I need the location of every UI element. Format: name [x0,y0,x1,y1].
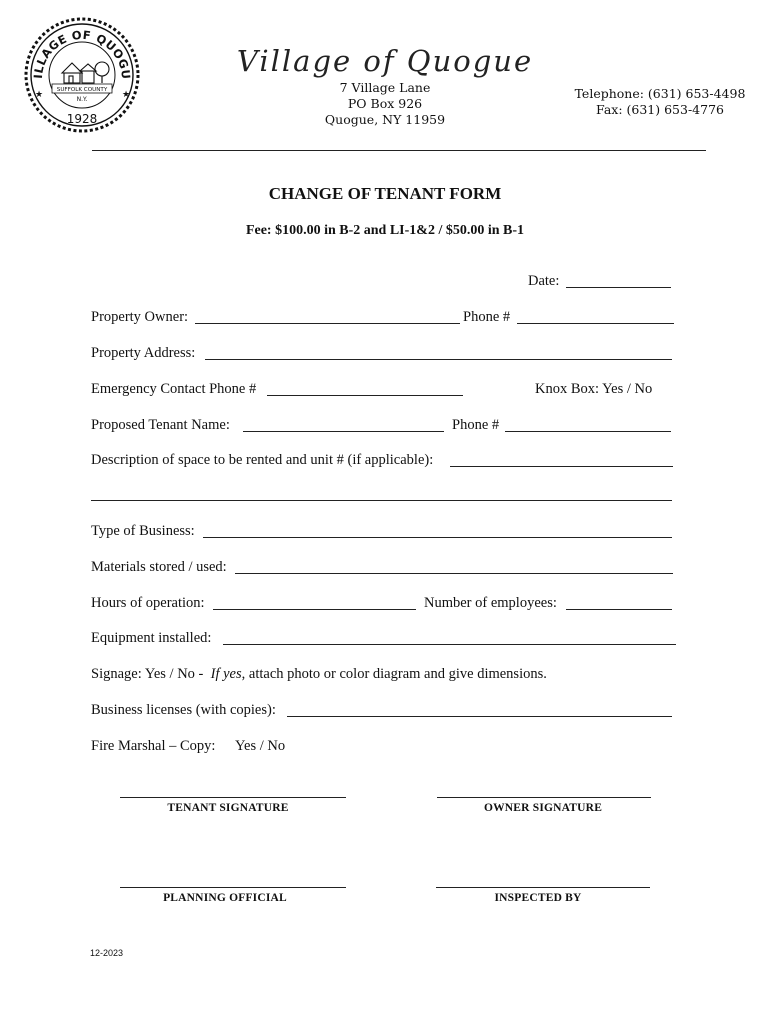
seal-state: N.Y. [76,96,88,103]
property-address-field[interactable] [205,359,672,360]
address-line: Quogue, NY 11959 [324,112,446,127]
star-icon: ★ [122,89,131,99]
proposed-tenant-row [0,416,770,436]
owner-signature-line[interactable] [437,797,651,798]
date-row [0,272,770,292]
seal-year: 1928 [66,112,98,126]
inspected-by-line[interactable] [436,887,650,888]
materials-row [0,558,770,578]
form-title: CHANGE OF TENANT FORM [268,184,502,203]
owner-phone-label: Phone # [463,309,511,325]
business-type-field[interactable] [203,537,672,538]
fax: Fax: (631) 653-4776 [596,102,724,117]
equipment-label: Equipment installed: [91,630,212,646]
hours-row [0,594,770,614]
licenses-field[interactable] [287,716,672,717]
telephone: Telephone: (631) 653-4498 [574,86,746,101]
hours-label: Hours of operation: [91,595,205,611]
tenant-phone-field[interactable] [505,431,671,432]
emergency-contact-label: Emergency Contact Phone # [91,381,257,397]
signage-row [0,665,770,685]
revision-code: 12-2023 [90,948,124,958]
address-line: PO Box 926 [347,96,423,111]
licenses-row [0,701,770,721]
planning-official-line[interactable] [120,887,346,888]
emergency-contact-row [0,380,770,400]
materials-label: Materials stored / used: [91,559,227,575]
signage-if-yes: If yes [210,666,242,682]
fire-marshal-label: Fire Marshal – Copy: [91,738,216,754]
description-field[interactable] [450,466,673,467]
owner-signature-label: OWNER SIGNATURE [483,802,603,814]
description-row [0,451,770,471]
description-field-line-2[interactable] [91,500,672,501]
property-owner-field[interactable] [195,323,460,324]
equipment-field[interactable] [223,644,676,645]
proposed-tenant-field[interactable] [243,431,444,432]
property-owner-label: Property Owner: [91,309,189,325]
property-address-label: Property Address: [91,345,196,361]
inspected-by-label: INSPECTED BY [494,892,582,904]
description-continuation-row [0,485,770,505]
fee-info: Fee: $100.00 in B-2 and LI-1&2 / $50.00 in B-1 [245,223,525,238]
seal-top-text: ILLAGE OF QUOGU [30,27,134,81]
signage-instruction: , attach photo or color diagram and give dimensions. [241,666,547,682]
property-owner-row [0,308,770,328]
employees-field[interactable] [566,609,672,610]
business-type-label: Type of Business: [91,523,195,539]
tenant-signature-label: TENANT SIGNATURE [167,802,289,814]
materials-field[interactable] [235,573,673,574]
employees-label: Number of employees: [424,595,557,611]
owner-phone-field[interactable] [517,323,674,324]
planning-official-label: PLANNING OFFICIAL [163,892,287,904]
village-seal [22,15,142,135]
tenant-phone-label: Phone # [452,417,500,433]
equipment-row [0,629,770,649]
licenses-label: Business licenses (with copies): [91,702,276,718]
tree-icon [95,62,109,83]
description-label: Description of space to be rented and unit # (if applicable): [91,452,434,468]
header-divider [92,150,706,151]
house-icon [62,63,96,83]
address-line: 7 Village Lane [339,80,431,95]
signage-label[interactable]: Signage: Yes / No - [91,666,204,682]
hours-field[interactable] [213,609,416,610]
tenant-signature-line[interactable] [120,797,346,798]
contact-info [560,86,760,118]
emergency-contact-field[interactable] [267,395,463,396]
property-address-row [0,344,770,364]
date-field[interactable] [566,287,671,288]
knox-box-label[interactable]: Knox Box: Yes / No [535,381,653,397]
village-title: Village of Quogue [236,44,534,78]
date-label: Date: [528,273,560,289]
signage-text [91,665,547,683]
fire-marshal-options[interactable]: Yes / No [235,738,286,754]
mailing-address [290,80,480,128]
star-icon: ★ [35,89,44,99]
business-type-row [0,522,770,542]
proposed-tenant-label: Proposed Tenant Name: [91,417,230,433]
seal-county: SUFFOLK COUNTY [56,87,108,93]
fire-marshal-row [0,737,770,757]
